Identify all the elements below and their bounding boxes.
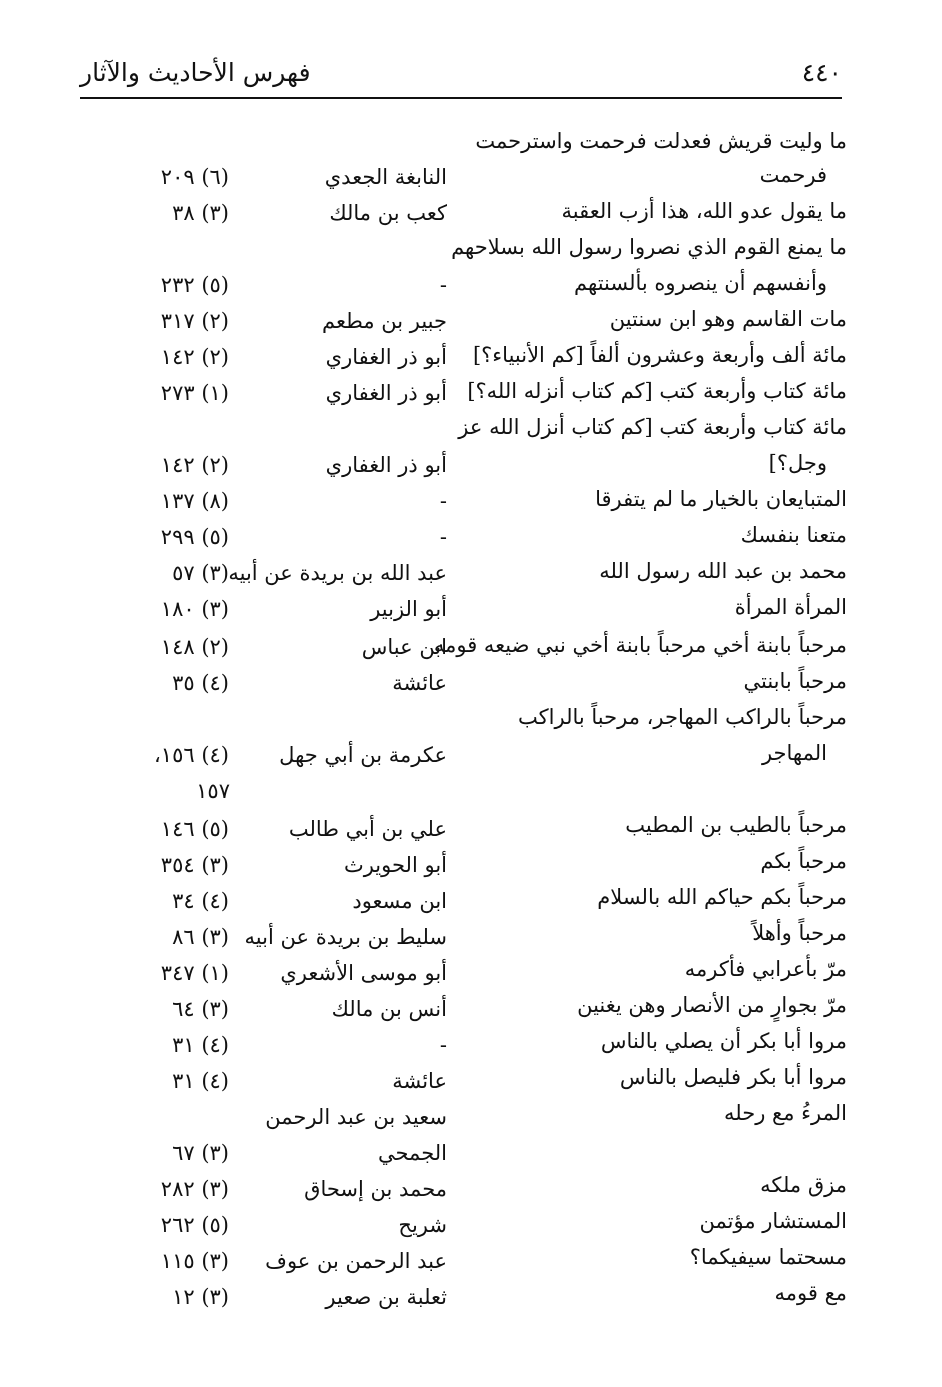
hadith-text: مرحباً بابنة أخي مرحباً بابنة أخي نبي ضيعه قومه (433, 633, 847, 657)
hadith-text: مروا أبا بكر أن يصلي بالناس (600, 1029, 847, 1053)
narrator: علي بن أبي طالب (288, 817, 447, 841)
hadith-text: مرحباً وأهلاً (752, 921, 847, 945)
hadith-text: مرحباً بالطيب بن المطيب (625, 813, 847, 837)
volume-page-ref: (٣) ٢٨٢ (160, 1177, 229, 1201)
volume-page-ref: (٢) ١٤٨ (160, 635, 229, 659)
narrator: عبد الله بن بريدة عن أبيه (228, 561, 447, 585)
narrator: أبو الزبير (370, 597, 447, 621)
hadith-text: المتبايعان بالخيار ما لم يتفرقا (595, 487, 847, 511)
volume-page-ref: (٣) ١٢ (172, 1285, 229, 1309)
volume-page-ref: (٣) ٥٧ (172, 561, 229, 585)
hadith-text: مائة ألف وأربعة وعشرون ألفاً [كم الأنبياء؟] (472, 343, 847, 367)
volume-page-ref: (٣) ٣٥٤ (160, 853, 229, 877)
hadith-text: مرحباً بالراكب المهاجر، مرحباً بالراكب (518, 705, 847, 729)
volume-page-ref: (٨) ١٣٧ (160, 489, 229, 513)
hadith-text: مرحباً بكم حياكم الله بالسلام (597, 885, 847, 909)
narrator: سعيد بن عبد الرحمن (265, 1105, 447, 1129)
narrator: - (439, 273, 447, 297)
hadith-text: مرّ بأعرابي فأكرمه (684, 957, 847, 981)
volume-page-ref: (٤) ٣١ (172, 1069, 229, 1093)
hadith-text: فرحمت (759, 163, 827, 187)
hadith-text: محمد بن عبد الله رسول الله (599, 559, 847, 583)
narrator: ابن عباس (361, 635, 447, 659)
volume-page-ref: (٥) ٢٩٩ (160, 525, 229, 549)
hadith-text: ما يمنع القوم الذي نصروا رسول الله بسلاحهم (451, 235, 847, 259)
hadith-text: مرحباً بابنتي (743, 669, 847, 693)
header-rule (80, 97, 842, 99)
hadith-text: متعنا بنفسك (740, 523, 847, 547)
volume-page-ref: (٣) ٣٨ (172, 201, 229, 225)
narrator: عائشة (392, 671, 447, 695)
volume-page-ref: (٢) ١٤٢ (160, 345, 229, 369)
hadith-text: مروا أبا بكر فليصل بالناس (619, 1065, 847, 1089)
narrator: سليط بن بريدة عن أبيه (244, 925, 447, 949)
narrator: جبير بن مطعم (321, 309, 447, 333)
narrator: النابغة الجعدي (324, 165, 447, 189)
narrator: عكرمة بن أبي جهل (279, 743, 447, 767)
volume-page-ref: (١) ٢٧٣ (160, 381, 229, 405)
hadith-text: المهاجر (761, 741, 827, 765)
page-number: ٤٤٠ (801, 58, 842, 87)
hadith-text: مائة كتاب وأربعة كتب [كم كتاب أنزله الله؟] (467, 379, 847, 403)
volume-page-ref-continuation: ١٥٧ (196, 779, 230, 803)
hadith-text: ما يقول عدو الله، هذا أزب العقبة (561, 199, 847, 223)
volume-page-ref: (٤) ٣١ (172, 1033, 229, 1057)
narrator: أبو ذر الغفاري (325, 345, 447, 369)
narrator: عائشة (392, 1069, 447, 1093)
narrator: - (439, 1033, 447, 1057)
narrator: أنس بن مالك (331, 997, 447, 1021)
narrator: عبد الرحمن بن عوف (265, 1249, 447, 1273)
hadith-text: ما وليت قريش فعدلت فرحمت واسترحمت (475, 129, 847, 153)
volume-page-ref: (٣) ١١٥ (160, 1249, 229, 1273)
hadith-text: مزق ملكه (760, 1173, 847, 1197)
narrator: محمد بن إسحاق (304, 1177, 447, 1201)
volume-page-ref: (٥) ٢٦٢ (160, 1213, 229, 1237)
volume-page-ref: (٤) ٣٤ (172, 889, 229, 913)
hadith-text: المرأة المرأة (734, 595, 847, 619)
hadith-text: مسحتما سيفيكما؟ (689, 1245, 847, 1269)
narrator: شريح (398, 1213, 447, 1237)
narrator: - (439, 489, 447, 513)
narrator: أبو ذر الغفاري (325, 381, 447, 405)
volume-page-ref: (٣) ٨٦ (172, 925, 229, 949)
hadith-text: مع قومه (774, 1281, 847, 1305)
narrator: ابن مسعود (352, 889, 447, 913)
hadith-text: مرحباً بكم (760, 849, 847, 873)
narrator: أبو ذر الغفاري (325, 453, 447, 477)
hadith-text: المستشار مؤتمن (699, 1209, 847, 1233)
volume-page-ref: (٢) ٣١٧ (160, 309, 229, 333)
narrator: ثعلبة بن صعير (325, 1285, 447, 1309)
volume-page-ref: (٢) ١٤٢ (160, 453, 229, 477)
hadith-text: مات القاسم وهو ابن سنتين (609, 307, 847, 331)
volume-page-ref: (٤) ٣٥ (172, 671, 229, 695)
volume-page-ref: (٦) ٢٠٩ (160, 165, 229, 189)
volume-page-ref: (١) ٣٤٧ (160, 961, 229, 985)
volume-page-ref: (٣) ٦٧ (172, 1141, 229, 1165)
narrator: الجمحي (378, 1141, 447, 1165)
narrator: أبو موسى الأشعري (280, 961, 447, 985)
volume-page-ref: (٤) ١٥٦، (154, 743, 229, 767)
hadith-text: مرّ بجوارٍ من الأنصار وهن يغنين (577, 993, 847, 1017)
hadith-text: المرءُ مع رحله (724, 1101, 847, 1125)
hadith-text: وجل؟] (768, 451, 827, 475)
narrator: كعب بن مالك (329, 201, 447, 225)
narrator: - (439, 525, 447, 549)
page-title: فهرس الأحاديث والآثار (80, 58, 311, 87)
volume-page-ref: (٥) ١٤٦ (160, 817, 229, 841)
hadith-text: وأنفسهم أن ينصروه بألسنتهم (574, 271, 827, 295)
volume-page-ref: (٥) ٢٣٢ (160, 273, 229, 297)
volume-page-ref: (٣) ٦٤ (172, 997, 229, 1021)
narrator: أبو الحويرث (343, 853, 447, 877)
hadith-text: مائة كتاب وأربعة كتب [كم كتاب أنزل الله عز (458, 415, 847, 439)
volume-page-ref: (٣) ١٨٠ (160, 597, 229, 621)
